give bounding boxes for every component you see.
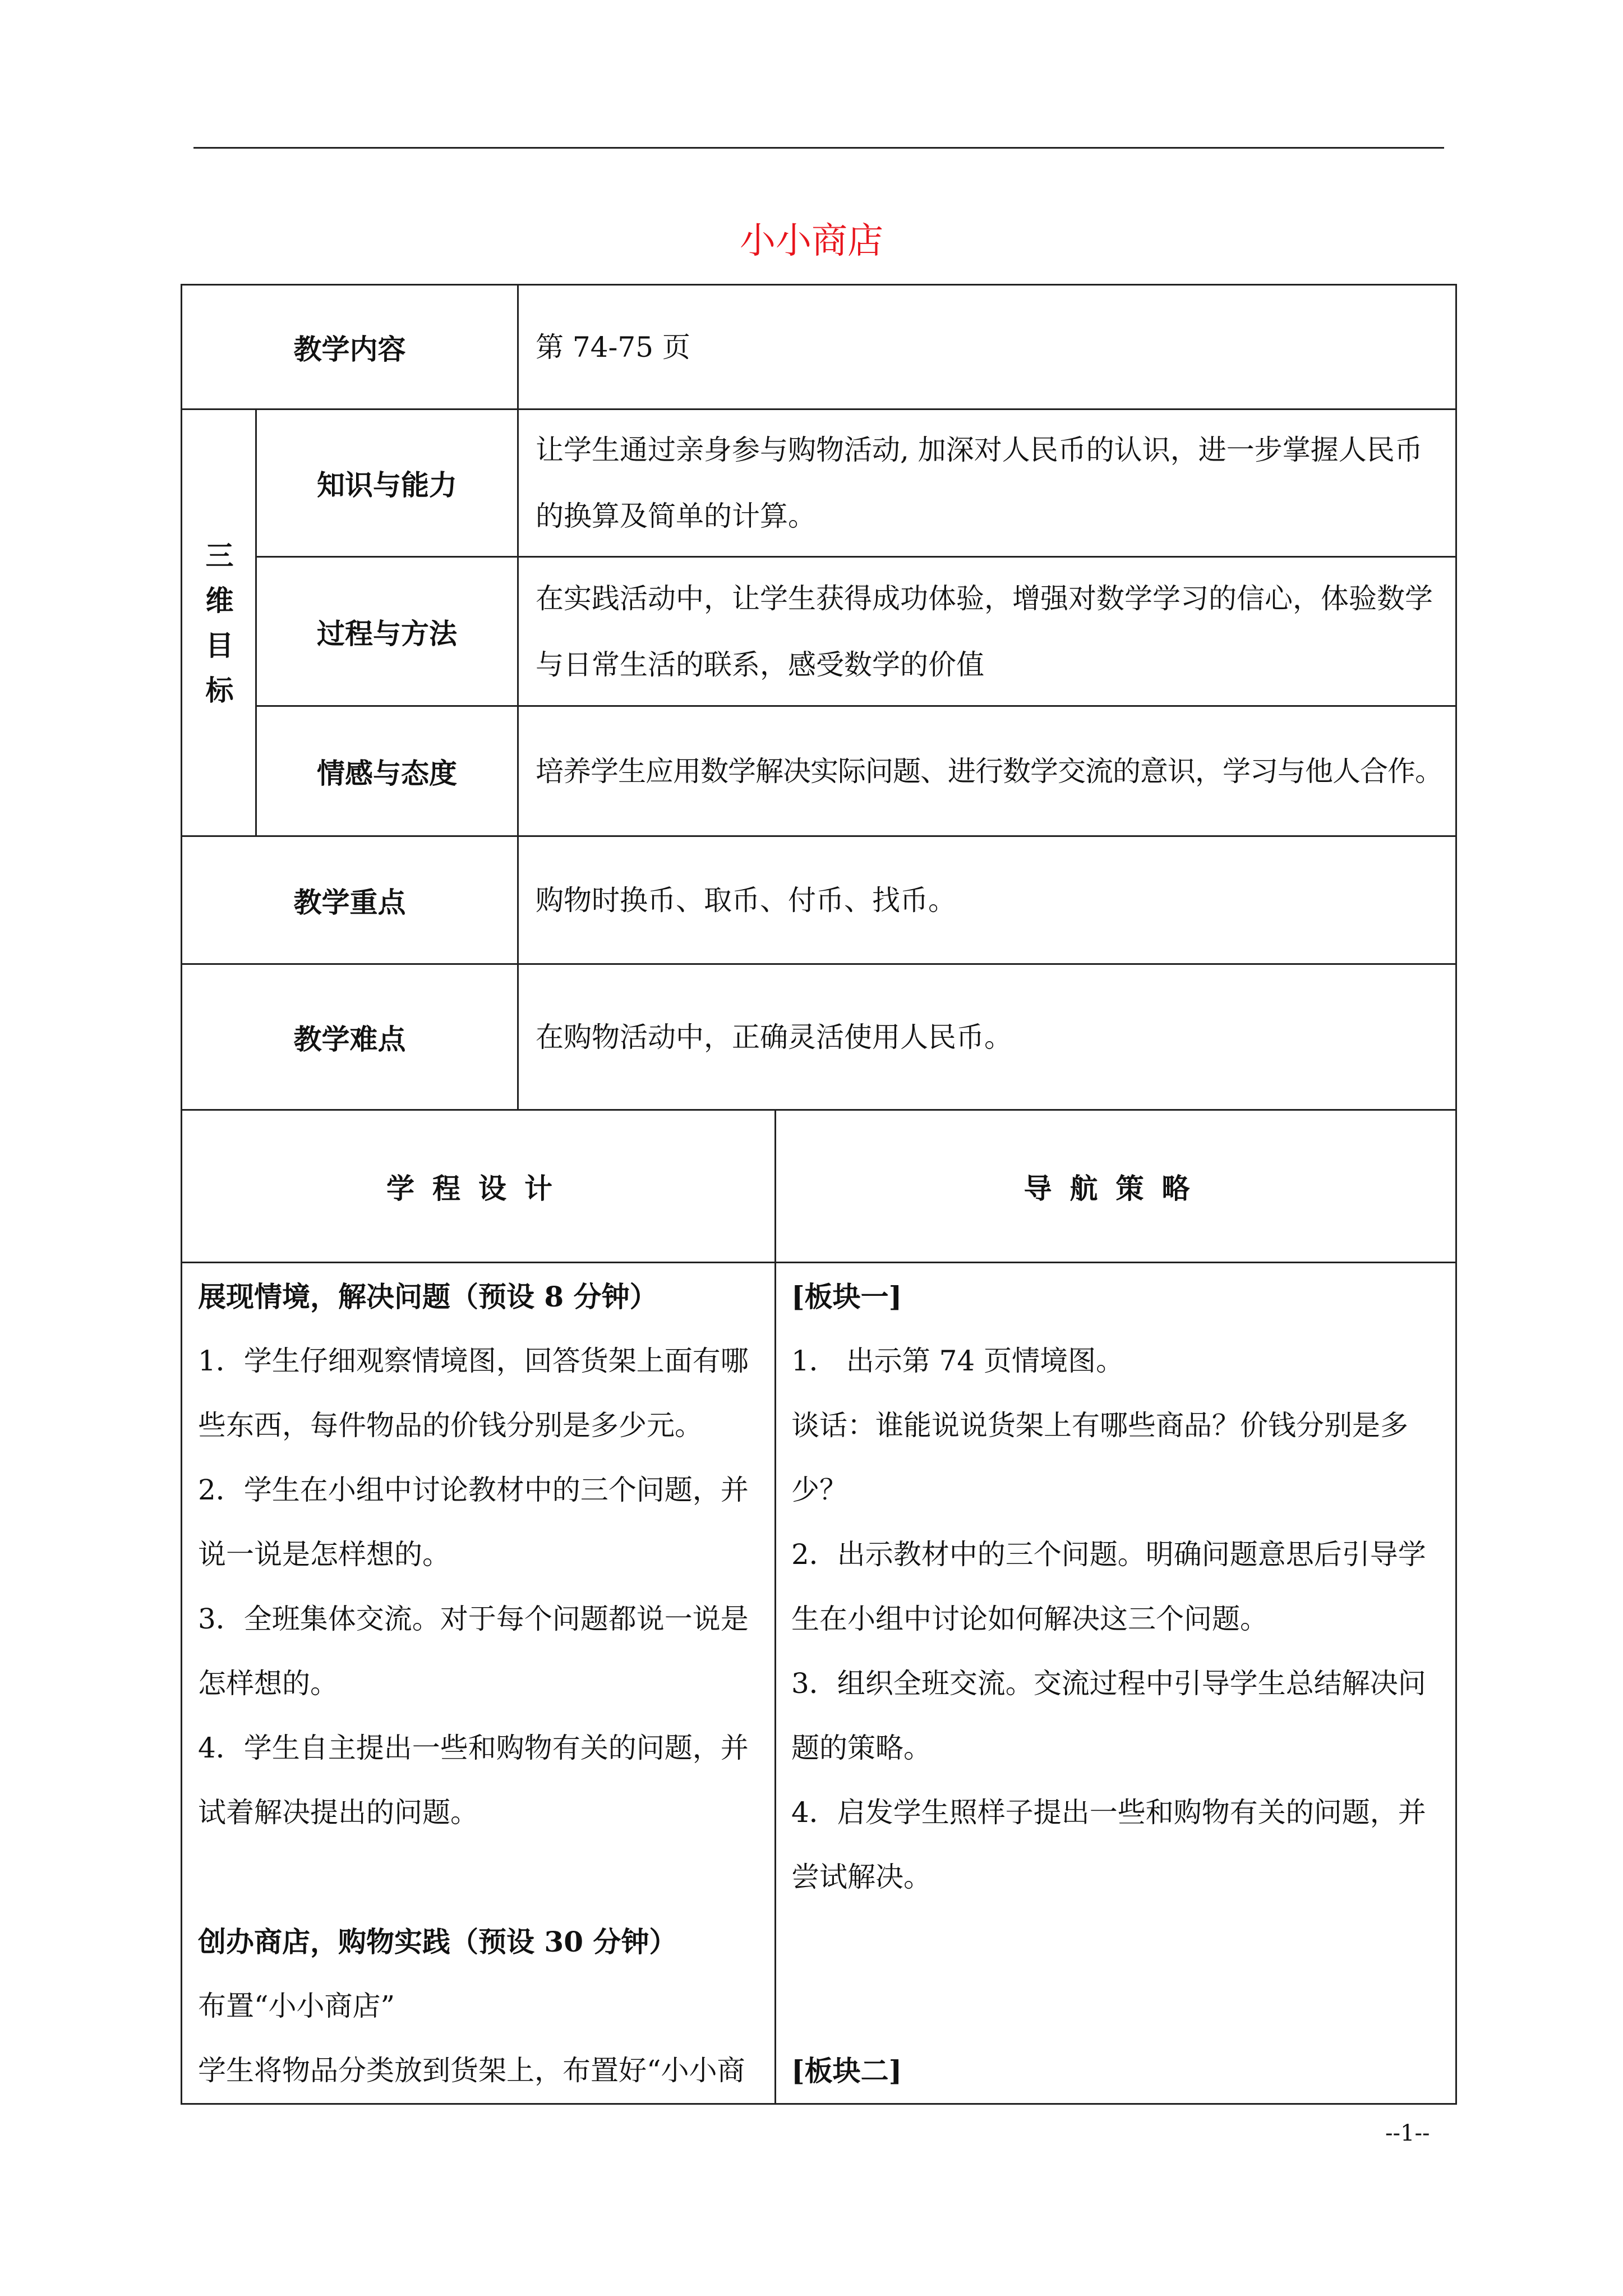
goal-attitude-label: 情感与态度 — [317, 756, 457, 790]
strategy-line: 3．组织全班交流。交流过程中引导学生总结解决问 — [791, 1667, 1426, 1700]
design-line: 怎样想的。 — [198, 1667, 338, 1700]
strategy-line: 谈话：谁能说说货架上有哪些商品？价钱分别是多 — [791, 1409, 1408, 1442]
goals-label-char: 标 — [205, 674, 234, 707]
design-line: 学生将物品分类放到货架上，布置好“小小商 — [198, 2054, 745, 2087]
content-label: 教学内容 — [293, 332, 406, 366]
strategy-column — [791, 1264, 1453, 2103]
strategy-line: 2．出示教材中的三个问题。明确问题意思后引导学 — [791, 1538, 1426, 1571]
strategy-line: 少？ — [791, 1474, 847, 1506]
strategy-line: [板块一] — [791, 1280, 902, 1313]
design-line — [198, 1845, 770, 1910]
difficulty-value: 在购物活动中，正确灵活使用人民币。 — [536, 1020, 1012, 1053]
design-line: 创办商店，购物实践（预设 30 分钟） — [198, 1925, 677, 1958]
goals-label-char: 维 — [205, 584, 234, 617]
design-line: 展现情境，解决问题（预设 8 分钟） — [198, 1280, 658, 1313]
design-line: 1．学生仔细观察情境图，回答货架上面有哪 — [198, 1345, 749, 1377]
strategy-line: 4．启发学生照样子提出一些和购物有关的问题，并 — [791, 1796, 1426, 1829]
key-points-value: 购物时换币、取币、付币、找币。 — [536, 884, 956, 917]
goal-attitude-text: 培养学生应用数学解决实际问题、进行数学交流的意识，学习与他人合作。 — [536, 754, 1442, 788]
goal-knowledge-text — [519, 410, 1455, 556]
design-line: 布置“小小商店” — [198, 1990, 395, 2022]
strategy-line: 1． 出示第 74 页情境图。 — [791, 1345, 1124, 1377]
text-line: 在实践活动中，让学生获得成功体验，增强对数学学习的信心，体验数学 — [536, 582, 1433, 615]
design-line: 些东西，每件物品的价钱分别是多少元。 — [198, 1409, 703, 1442]
goals-label-char: 目 — [205, 629, 234, 662]
design-line: 说一说是怎样想的。 — [198, 1538, 450, 1571]
difficulty-label: 教学难点 — [293, 1022, 406, 1056]
goals-label-char: 三 — [205, 539, 234, 572]
strategy-line — [791, 1974, 1453, 2039]
text-line: 与日常生活的联系，感受数学的价值 — [536, 648, 984, 681]
goal-process-text — [519, 558, 1455, 705]
strategy-line — [791, 1910, 1453, 1974]
text-line: 让学生通过亲身参与购物活动, 加深对人民币的认识，进一步掌握人民币 — [536, 434, 1423, 466]
design-line: 试着解决提出的问题。 — [198, 1796, 478, 1829]
strategy-header: 导航策略 — [1023, 1171, 1208, 1205]
strategy-line: 尝试解决。 — [791, 1861, 932, 1893]
design-line: 3．全班集体交流。对于每个问题都说一说是 — [198, 1603, 749, 1635]
design-column — [198, 1264, 770, 2103]
goal-process-label: 过程与方法 — [317, 616, 457, 650]
row-divider — [182, 1262, 1455, 1263]
goals-label — [182, 410, 257, 836]
strategy-line: 题的策略。 — [791, 1732, 932, 1764]
page-title: 小小商店 — [740, 220, 883, 262]
strategy-line: 生在小组中讨论如何解决这三个问题。 — [791, 1603, 1268, 1635]
text-line: 的换算及简单的计算。 — [536, 500, 816, 532]
content-value: 第 74-75 页 — [536, 330, 690, 364]
header-rule — [193, 147, 1444, 149]
goal-knowledge-label: 知识与能力 — [317, 468, 457, 501]
design-line: 2．学生在小组中讨论教材中的三个问题，并 — [198, 1474, 749, 1506]
lesson-plan-table — [181, 284, 1457, 2105]
design-header: 学程设计 — [386, 1171, 570, 1205]
strategy-line: [板块二] — [791, 2054, 902, 2087]
page-number: --1-- — [1385, 2120, 1430, 2146]
key-points-label: 教学重点 — [293, 885, 406, 919]
design-line: 4．学生自主提出一些和购物有关的问题，并 — [198, 1732, 749, 1764]
